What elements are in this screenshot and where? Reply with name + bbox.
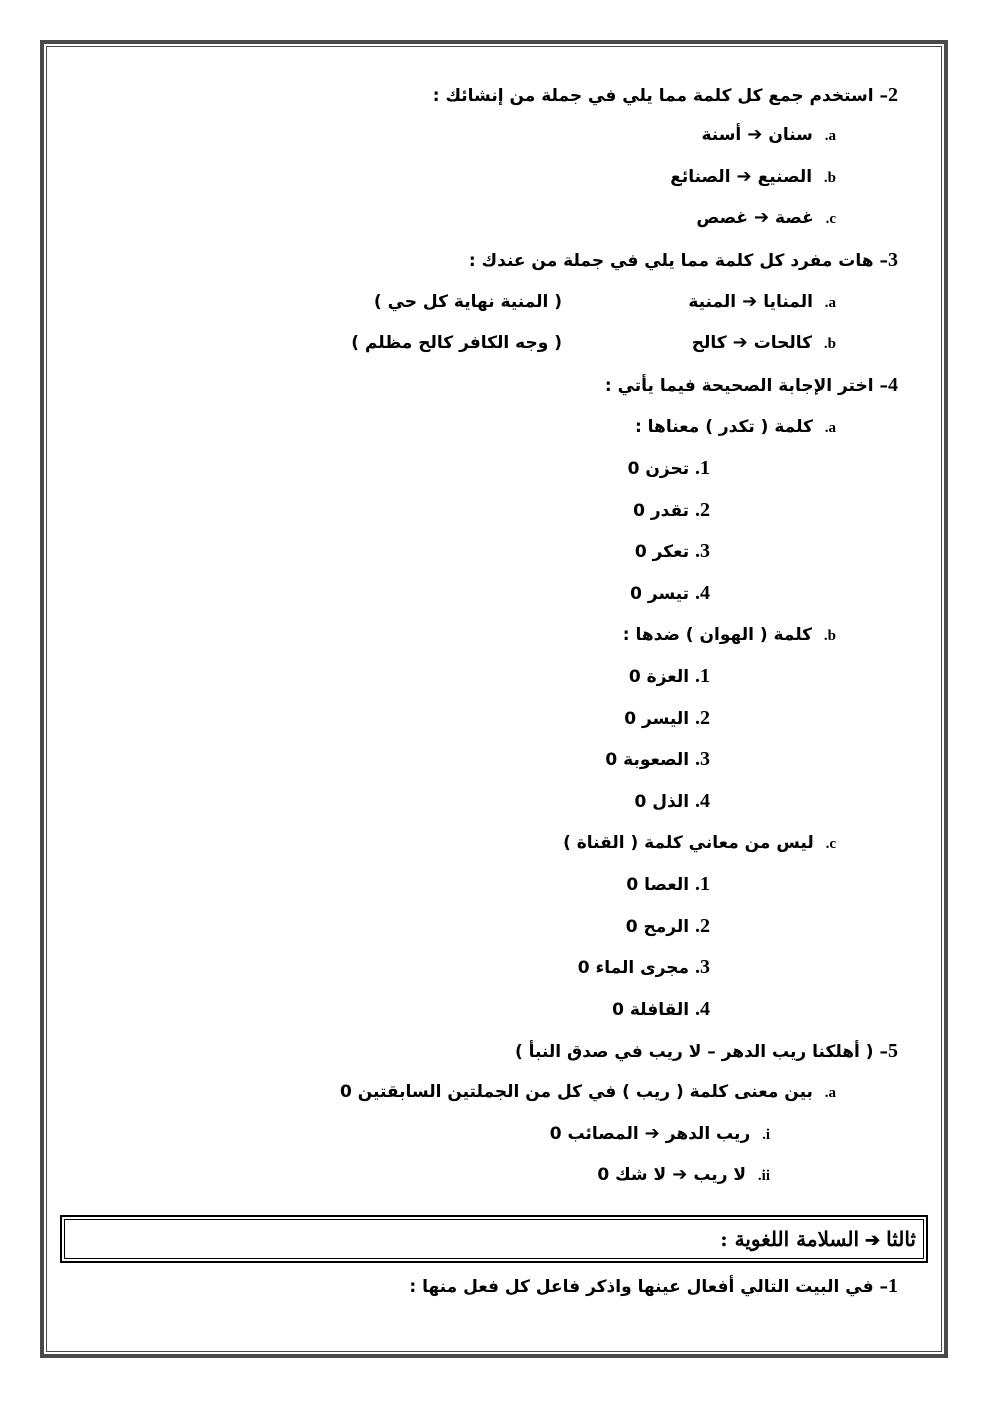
arrow-icon: ➔	[747, 124, 763, 145]
option-text: تعكر 0	[634, 542, 690, 562]
s3-q1-text: في البيت التالي أفعال عينها واذكر فاعل كل فعل منها :	[409, 1277, 874, 1297]
option-number: 2.	[695, 707, 710, 729]
list-marker: a.	[824, 128, 836, 144]
item-answer: المنية	[688, 292, 737, 312]
q4-text: اختر الإجابة الصحيحة فيما يأتي :	[604, 376, 874, 396]
option	[630, 581, 710, 606]
option-text: تحزن 0	[627, 459, 690, 479]
example-sentence: ( المنية نهاية كل حي )	[373, 292, 562, 312]
q4-heading	[605, 373, 898, 398]
q5-sub-a	[340, 1080, 836, 1105]
q5-item-i	[550, 1122, 770, 1147]
item-word: الصنيع	[757, 167, 813, 187]
option	[633, 498, 710, 523]
item-word: كالحات	[753, 333, 813, 353]
q4-part-b	[623, 623, 836, 648]
section-subtitle: السلامة اللغوية :	[720, 1227, 860, 1251]
section-banner	[60, 1215, 928, 1263]
option-number: 2.	[695, 499, 710, 521]
arrow-icon: ➔	[732, 332, 748, 353]
option-text: الذل 0	[634, 792, 690, 812]
option-text: العزة 0	[628, 667, 690, 687]
list-marker: b.	[823, 336, 836, 352]
item-word: المنايا	[763, 292, 813, 312]
q4-part-c	[563, 831, 836, 856]
q3-number: 3	[888, 249, 898, 271]
option	[605, 747, 710, 772]
option	[635, 789, 710, 814]
option	[578, 955, 710, 980]
s3-q1-heading	[409, 1274, 898, 1299]
page-border	[40, 40, 948, 1358]
item-word: غصة	[775, 208, 814, 228]
q2-heading	[433, 83, 898, 108]
list-marker: c.	[825, 836, 836, 852]
part-text: ليس من معاني كلمة ( القناة )	[563, 833, 814, 853]
arrow-icon: ➔	[865, 1230, 881, 1251]
part-text: بين معنى كلمة ( ريب ) في كل من الجملتين السابقتين 0	[339, 1082, 813, 1102]
option-number: 3.	[695, 956, 710, 978]
q3-item-a	[688, 290, 836, 315]
option-text: الصعوبة 0	[605, 750, 690, 770]
option-text: القافلة 0	[612, 1000, 690, 1020]
option-text: الرمح 0	[625, 917, 690, 937]
option	[624, 706, 710, 731]
option	[612, 997, 710, 1022]
arrow-icon: ➔	[753, 207, 770, 228]
list-marker: a.	[824, 295, 836, 311]
part-text: كلمة ( تكدر ) معناها :	[634, 417, 813, 437]
option-number: 3.	[695, 540, 710, 562]
list-marker: b.	[823, 170, 836, 186]
item-word: لا ريب	[693, 1165, 747, 1185]
part-text: كلمة ( الهوان ) ضدها :	[622, 625, 813, 645]
option-text: تقدر 0	[633, 501, 690, 521]
option	[628, 456, 710, 481]
option-number: 1.	[695, 457, 710, 479]
item-answer: لا شك 0	[597, 1165, 667, 1185]
item-answer: غصص	[696, 208, 748, 228]
section-number-text: ثالثا	[886, 1227, 916, 1251]
q2-text: استخدم جمع كل كلمة مما يلي في جملة من إنشائك :	[432, 86, 874, 106]
arrow-icon: ➔	[672, 1164, 688, 1185]
q2-item-c	[696, 206, 836, 231]
q5-item-ii	[597, 1163, 770, 1188]
q2-number: 2	[888, 84, 898, 106]
q3-item-b-example	[351, 331, 562, 355]
q2-dash: –	[879, 86, 888, 106]
section-title	[720, 1227, 916, 1251]
arrow-icon: ➔	[644, 1123, 660, 1144]
example-sentence: ( وجه الكافر كالح مظلم )	[351, 333, 562, 353]
option-text: تيسر 0	[630, 584, 690, 604]
option	[626, 914, 710, 939]
list-marker: a.	[824, 420, 836, 436]
option-text: اليسر 0	[624, 709, 690, 729]
q3-heading	[469, 248, 898, 273]
arrow-icon: ➔	[742, 291, 758, 312]
option-text: مجرى الماء 0	[577, 958, 690, 978]
q4-dash: –	[879, 376, 888, 396]
q4-number: 4	[888, 374, 898, 396]
s3-q1-number: 1	[888, 1275, 898, 1297]
option-number: 1.	[695, 873, 710, 895]
item-answer: المصائب 0	[549, 1124, 639, 1144]
q3-dash: –	[879, 251, 888, 271]
list-marker: a.	[824, 1085, 836, 1101]
q5-heading	[515, 1039, 898, 1064]
list-marker: b.	[823, 628, 836, 644]
item-answer: الصنائع	[670, 167, 731, 187]
q5-number: 5	[888, 1040, 898, 1062]
option-number: 4.	[695, 998, 710, 1020]
q3-text: هات مفرد كل كلمة مما يلي في جملة من عندك :	[468, 251, 874, 271]
option-number: 1.	[695, 665, 710, 687]
arrow-icon: ➔	[736, 166, 752, 187]
item-word: ريب الدهر	[665, 1124, 751, 1144]
s3-q1-dash: –	[879, 1277, 888, 1297]
q5-text: ( أهلكنا ريب الدهر – لا ريب في صدق النبأ )	[514, 1042, 874, 1062]
item-answer: أسنة	[701, 125, 742, 145]
list-marker: c.	[825, 211, 836, 227]
list-marker: i.	[762, 1127, 770, 1143]
option-number: 4.	[695, 790, 710, 812]
q2-item-a	[701, 123, 836, 148]
list-marker: ii.	[757, 1168, 770, 1184]
q4-part-a	[635, 415, 836, 440]
q5-dash: –	[879, 1042, 888, 1062]
option-number: 3.	[695, 748, 710, 770]
option-number: 2.	[695, 915, 710, 937]
q3-item-b	[692, 331, 836, 356]
option-text: العصا 0	[626, 875, 690, 895]
q3-item-a-example	[374, 290, 562, 314]
option	[626, 872, 710, 897]
q2-item-b	[670, 165, 836, 190]
option	[635, 539, 710, 564]
option	[629, 664, 710, 689]
item-answer: كالح	[691, 333, 727, 353]
option-number: 4.	[695, 582, 710, 604]
item-word: سنان	[768, 125, 813, 145]
